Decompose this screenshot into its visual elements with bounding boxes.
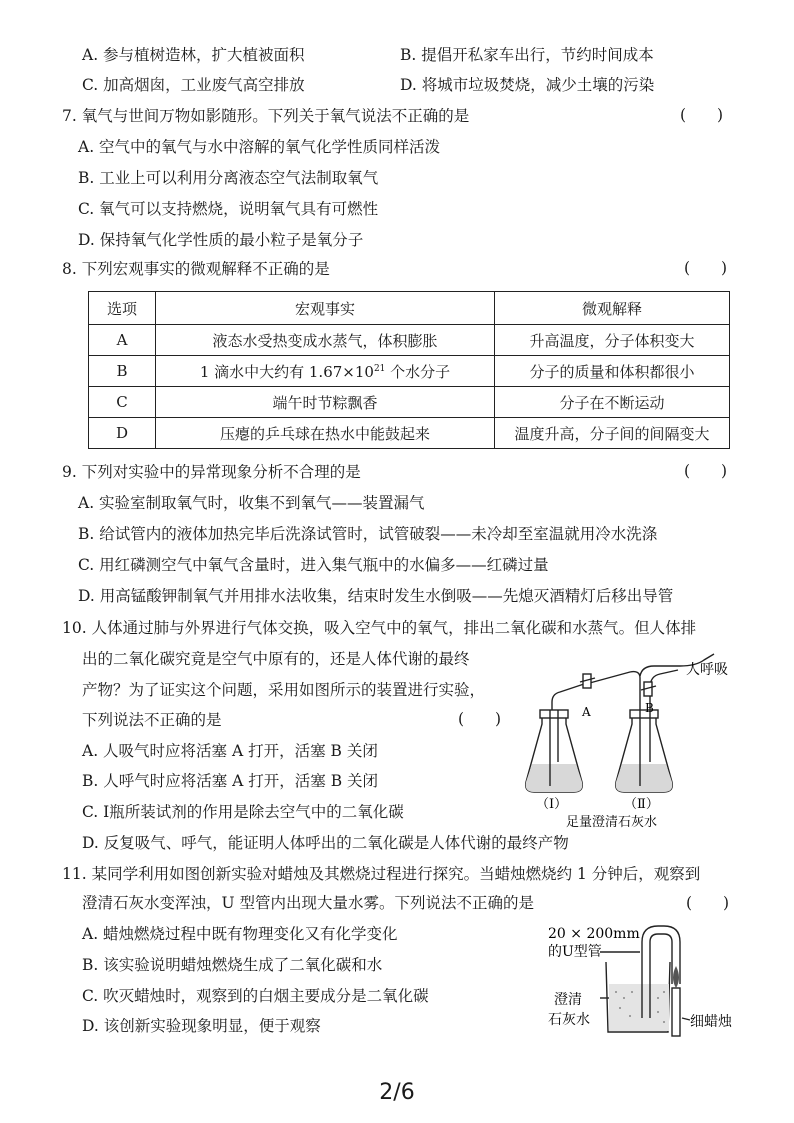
q7-option-d: D. 保持氧气化学性质的最小粒子是氧分子 [78, 231, 364, 249]
table-cell-option: D [89, 418, 156, 449]
q7-stem: 7. 氧气与世间万物如影随形。下列关于氧气说法不正确的是 [62, 107, 470, 125]
table-cell-fact: 液态水受热变成水蒸气，体积膨胀 [156, 325, 495, 356]
label-breath: 人呼吸 [686, 662, 728, 678]
q7-option-a: A. 空气中的氧气与水中溶解的氧气化学性质同样活泼 [78, 138, 441, 156]
table-row [89, 325, 730, 356]
q10-breathing-apparatus-figure [520, 652, 750, 832]
lime-water-i [526, 764, 583, 792]
q10-option-a: A. 人吸气时应将活塞 A 打开，活塞 B 关闭 [82, 742, 378, 760]
table-header-option: 选项 [89, 292, 156, 325]
q10-answer-paren: ( ) [458, 710, 502, 728]
table-cell-option: B [89, 356, 156, 387]
label-tube-size: 20 × 200mm [548, 926, 640, 942]
fact-exponent: 21 [373, 363, 386, 374]
q11-stem-line-1: 11. 某同学利用如图创新实验对蜡烛及其燃烧过程进行探究。当蜡烛燃烧约 1 分钟后，观察到 [62, 865, 701, 883]
table-row [89, 356, 730, 387]
label-flask-ii: （Ⅱ） [624, 797, 659, 812]
q9-option-d: D. 用高锰酸钾制氧气并用排水法收集，结束时发生水倒吸——先熄灭酒精灯后移出导管 [78, 587, 674, 605]
q11-option-b: B. 该实验说明蜡烛燃烧生成了二氧化碳和水 [82, 956, 383, 974]
table-cell-fact: 压瘪的乒乓球在热水中能鼓起来 [156, 418, 495, 449]
q11-answer-paren: ( ) [686, 894, 730, 912]
table-row [89, 418, 730, 449]
q9-option-a: A. 实验室制取氧气时，收集不到氧气——装置漏气 [78, 494, 425, 512]
label-a: A [582, 705, 591, 719]
label-reagent: 足量澄清石灰水 [566, 815, 658, 830]
q10-stem-line-4: 下列说法不正确的是 [82, 711, 222, 729]
table-cell-option: C [89, 387, 156, 418]
q11-option-c: C. 吹灭蜡烛时，观察到的白烟主要成分是二氧化碳 [82, 987, 429, 1005]
q10-stem-line-3: 产物？为了证实这个问题，采用如图所示的装置进行实验， [82, 681, 486, 699]
q10-stem-line-1: 10. 人体通过肺与外界进行气体交换，吸入空气中的氧气，排出二氧化碳和水蒸气。但人体排 [62, 619, 697, 637]
label-b: B [645, 701, 654, 715]
label-u-tube: 的U型管 [548, 944, 602, 960]
fact-text-before: 1 滴水中大约有 1.67×10 [199, 362, 374, 381]
table-cell-explanation: 分子的质量和体积都很小 [495, 356, 730, 387]
table-cell-explanation: 升高温度，分子体积变大 [495, 325, 730, 356]
q10-option-c: C. Ⅰ瓶所装试剂的作用是除去空气中的二氧化碳 [82, 803, 404, 821]
q11-option-a: A. 蜡烛燃烧过程中既有物理变化又有化学变化 [82, 925, 398, 943]
q8-table [88, 291, 730, 449]
q9-option-c: C. 用红磷测空气中氧气含量时，进入集气瓶中的水偏多——红磷过量 [78, 556, 549, 574]
q11-u-tube-candle-figure [540, 922, 750, 1040]
label-flask-i: （Ⅰ） [536, 797, 568, 812]
table-row [89, 387, 730, 418]
q7-option-c: C. 氧气可以支持燃烧，说明氧气具有可燃性 [78, 200, 379, 218]
prev-option-d: D. 将城市垃圾焚烧，减少土壤的污染 [400, 76, 655, 94]
q7-answer-paren: ( ) [680, 106, 724, 124]
table-header-explanation: 微观解释 [495, 292, 730, 325]
flame-icon [673, 966, 679, 988]
table-header-row [89, 292, 730, 325]
candle [672, 988, 680, 1036]
label-lime-water-1: 澄清 [554, 992, 582, 1008]
prev-option-c: C. 加高烟囱，工业废气高空排放 [82, 76, 305, 94]
q11-option-d: D. 该创新实验现象明显，便于观察 [82, 1017, 321, 1035]
q8-answer-paren: ( ) [684, 259, 728, 277]
table-cell-option: A [89, 325, 156, 356]
q8-stem: 8. 下列宏观事实的微观解释不正确的是 [62, 260, 330, 278]
q9-option-b: B. 给试管内的液体加热完毕后洗涤试管时，试管破裂——未冷却至室温就用冷水洗涤 [78, 525, 658, 543]
q9-stem: 9. 下列对实验中的异常现象分析不合理的是 [62, 463, 361, 481]
prev-option-b: B. 提倡开私家车出行，节约时间成本 [400, 46, 654, 64]
label-candle: 细蜡烛 [690, 1014, 732, 1030]
page-number: 2/6 [379, 1080, 415, 1105]
q10-stem-line-2: 出的二氧化碳究竟是空气中原有的，还是人体代谢的最终 [82, 650, 470, 668]
fact-text-after: 个水分子 [385, 362, 451, 381]
q7-option-b: B. 工业上可以利用分离液态空气法制取氧气 [78, 169, 379, 187]
table-cell-explanation: 温度升高，分子间的间隔变大 [495, 418, 730, 449]
q9-answer-paren: ( ) [684, 462, 728, 480]
q11-stem-line-2: 澄清石灰水变浑浊，U 型管内出现大量水雾。下列说法不正确的是 [82, 894, 534, 912]
table-cell-fact [156, 356, 495, 387]
q10-option-d: D. 反复吸气、呼气，能证明人体呼出的二氧化碳是人体代谢的最终产物 [82, 834, 569, 852]
prev-option-a: A. 参与植树造林，扩大植被面积 [82, 46, 305, 64]
lime-water-ii [616, 764, 673, 792]
table-cell-explanation: 分子在不断运动 [495, 387, 730, 418]
table-header-fact: 宏观事实 [156, 292, 495, 325]
lime-water [609, 984, 669, 1031]
q10-option-b: B. 人呼气时应将活塞 A 打开，活塞 B 关闭 [82, 772, 379, 790]
label-lime-water-2: 石灰水 [548, 1012, 590, 1028]
table-cell-fact: 端午时节粽飘香 [156, 387, 495, 418]
